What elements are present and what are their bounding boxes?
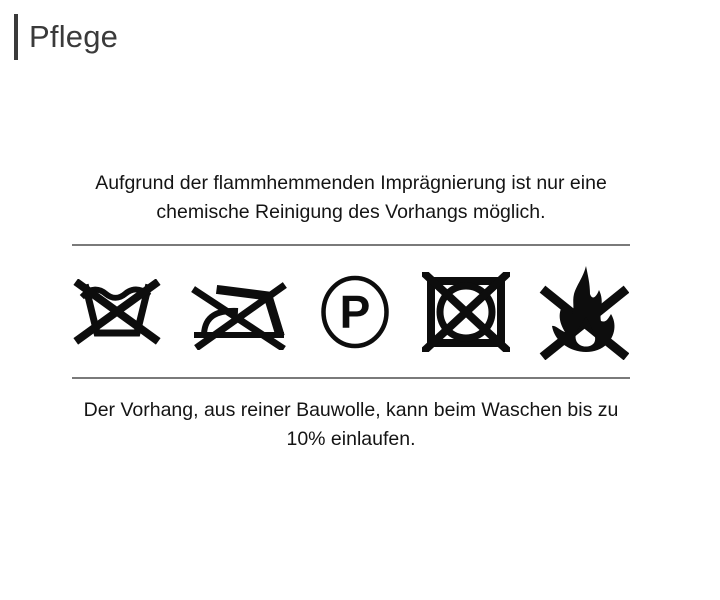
care-note-bottom: Der Vorhang, aus reiner Bauwolle, kann beim Waschen bis zu 10% einlaufen. — [83, 399, 619, 450]
do-not-iron-icon — [191, 274, 289, 350]
page-title: Pflege — [29, 19, 119, 54]
dry-clean-p-icon — [318, 275, 392, 349]
divider-top — [72, 244, 630, 246]
do-not-tumble-dry-icon — [422, 272, 510, 352]
dry-clean-p-letter: P — [339, 286, 371, 338]
care-note-top: Aufgrund der flammhemmenden Imprägnierung ist nur eine chemische Reinigung des Vorhangs möglich. — [95, 172, 607, 223]
section-header — [14, 14, 118, 60]
divider-bottom — [72, 377, 630, 379]
care-content — [72, 160, 630, 454]
title-accent-bar — [14, 14, 18, 60]
do-not-expose-to-flame-icon — [539, 264, 629, 360]
care-symbols-row — [72, 262, 630, 362]
do-not-wash-icon — [73, 279, 161, 345]
